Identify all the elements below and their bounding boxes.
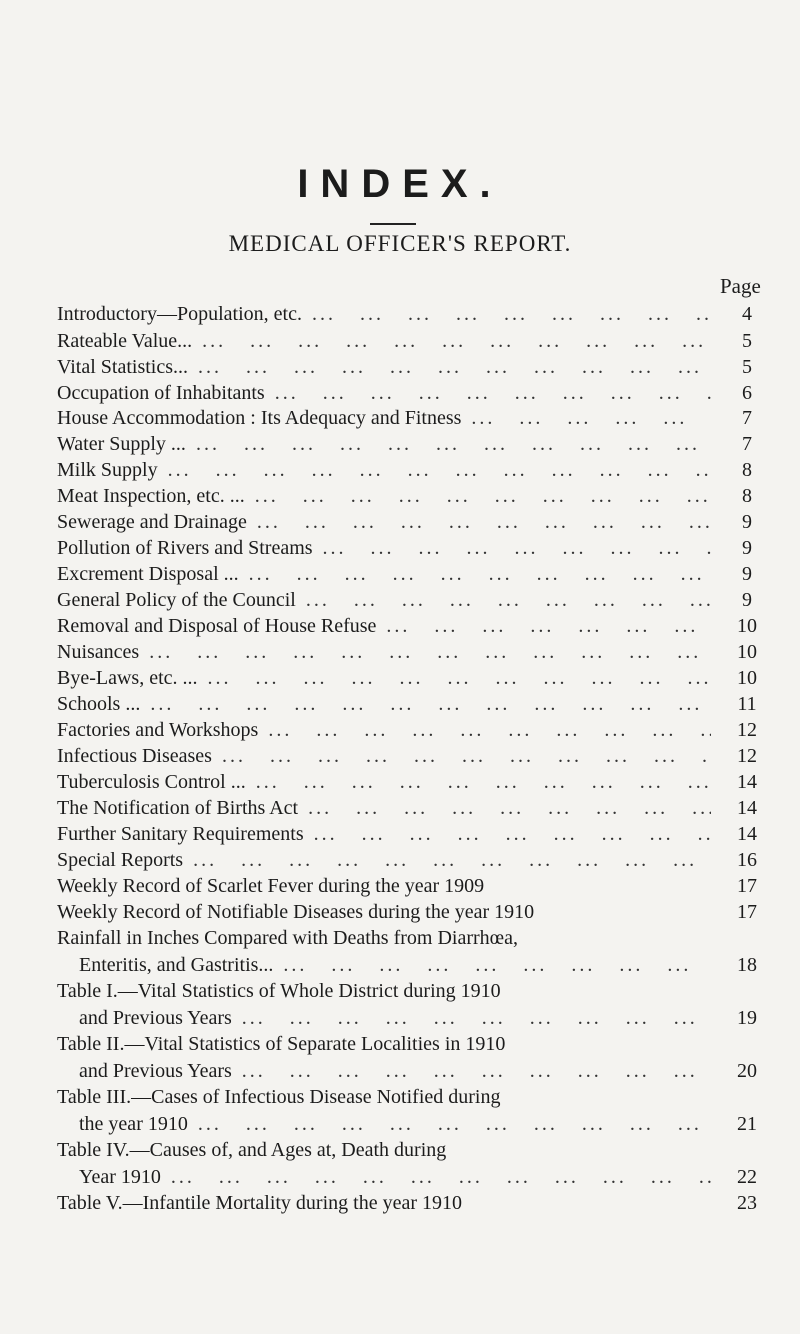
index-entry-title: Removal and Disposal of House Refuse (57, 615, 377, 637)
dot-leaders (471, 405, 711, 432)
index-entry-line (57, 899, 717, 926)
index-entry-line (57, 535, 717, 562)
index-entry-page: 14 (737, 797, 757, 819)
index-entry-line (57, 354, 717, 381)
dot-leaders (242, 1005, 711, 1032)
index-entry-page: 21 (737, 1113, 757, 1135)
index-entry-line (57, 405, 717, 432)
index-entry-line (57, 509, 717, 536)
index-entry (57, 821, 757, 848)
index-entry-title: Table I.—Vital Statistics of Whole District during 1910 (57, 980, 501, 1002)
index-entry (57, 483, 752, 510)
index-entry (57, 639, 757, 666)
index-entry-line (57, 978, 717, 1005)
index-entry-page: 7 (742, 407, 752, 429)
index-entry-line (57, 587, 717, 614)
index-entry-title: Excrement Disposal ... (57, 563, 239, 585)
dot-leaders (171, 1164, 711, 1191)
index-entry-title: General Policy of the Council (57, 589, 296, 611)
page-column-header: Page (720, 274, 761, 298)
index-entry (57, 873, 757, 900)
dot-leaders (268, 717, 711, 744)
index-entry-page: 17 (737, 875, 757, 897)
index-entry-line (57, 952, 717, 979)
dot-leaders (196, 431, 711, 458)
index-entry-line (57, 795, 717, 822)
index-entry-page: 11 (737, 693, 757, 715)
index-entry-line (57, 1111, 717, 1138)
index-entry-line (57, 1190, 717, 1217)
index-entry (57, 457, 752, 484)
index-entry-title: Occupation of Inhabitants (57, 382, 265, 404)
index-entry-line (57, 431, 717, 458)
index-entry (57, 743, 757, 770)
index-entry (57, 587, 752, 614)
index-entry-title: Nuisances (57, 641, 140, 663)
index-entry-title: Table IV.—Causes of, and Ages at, Death during (57, 1139, 447, 1161)
index-entry (57, 847, 757, 874)
dot-leaders (242, 1058, 711, 1085)
index-entry-title: Water Supply ... (57, 433, 186, 455)
index-entry-page: 9 (742, 563, 752, 585)
dot-leaders (312, 301, 711, 328)
dot-leaders (150, 691, 711, 718)
index-entry-line (57, 380, 717, 407)
index-entry (57, 561, 752, 588)
index-entry-title: Introductory—Population, etc. (57, 303, 302, 325)
index-entry-line (57, 1058, 717, 1085)
dot-leaders (323, 535, 711, 562)
index-entry (57, 769, 757, 796)
index-entry-line (57, 1084, 717, 1111)
index-entry-page: 10 (737, 615, 757, 637)
index-entry (57, 613, 757, 640)
index-entry-title: the year 1910 (79, 1113, 188, 1135)
index-entry-line (57, 691, 717, 718)
index-entry (57, 535, 752, 562)
index-entry-page: 23 (737, 1192, 757, 1214)
index-entry-title: Further Sanitary Requirements (57, 823, 304, 845)
index-entry-title: Table V.—Infantile Mortality during the year 1910 (57, 1192, 462, 1214)
index-entry-line (57, 1031, 717, 1058)
index-entry (57, 665, 757, 692)
index-entry-page: 9 (742, 537, 752, 559)
dot-leaders (208, 665, 711, 692)
index-entry (57, 380, 752, 407)
index-entry-title: Bye-Laws, etc. ... (57, 667, 198, 689)
dot-leaders (222, 743, 711, 770)
index-entry-line (57, 743, 717, 770)
index-entry (57, 431, 752, 458)
dot-leaders (257, 509, 711, 536)
index-entry-page: 14 (737, 823, 757, 845)
index-entry-page: 16 (737, 849, 757, 871)
index-entry-line (57, 1164, 717, 1191)
index-entry-page: 18 (737, 954, 757, 976)
index-entry-line (57, 301, 717, 328)
index-entry (57, 795, 757, 822)
dot-leaders (283, 952, 711, 979)
index-entry (57, 509, 752, 536)
index-entry-title: Schools ... (57, 693, 141, 715)
index-entry-title: Milk Supply (57, 459, 158, 481)
dot-leaders (314, 821, 711, 848)
index-entry-line (57, 717, 717, 744)
index-entry-title: Infectious Diseases (57, 745, 212, 767)
index-entry-line (57, 873, 717, 900)
index-entry-page: 10 (737, 641, 757, 663)
index-entry-title: Rateable Value... (57, 330, 193, 352)
page-title: INDEX. (297, 162, 503, 206)
dot-leaders (202, 328, 711, 355)
index-entry-page: 17 (737, 901, 757, 923)
index-entry-line (57, 847, 717, 874)
index-entry-page: 8 (742, 459, 752, 481)
index-entry-title: Tuberculosis Control ... (57, 771, 246, 793)
index-entry-page: 5 (742, 356, 752, 378)
index-entry (57, 925, 757, 979)
index-entry-page: 4 (742, 303, 752, 325)
index-entry-title: Sewerage and Drainage (57, 511, 247, 533)
index-entry-line (57, 1005, 717, 1032)
index-entry-page: 8 (742, 485, 752, 507)
index-entry-title: Factories and Workshops (57, 719, 259, 741)
index-entry-title: Table II.—Vital Statistics of Separate Localities in 1910 (57, 1033, 506, 1055)
index-entry-title: Table III.—Cases of Infectious Disease Notified during (57, 1086, 501, 1108)
index-entry (57, 1031, 757, 1085)
index-entry-page: 9 (742, 589, 752, 611)
index-entry-page: 7 (742, 433, 752, 455)
dot-leaders (255, 483, 711, 510)
index-entry-title: and Previous Years (79, 1060, 232, 1082)
dot-leaders (256, 769, 711, 796)
index-entry-title: Pollution of Rivers and Streams (57, 537, 313, 559)
index-entry-page: 20 (737, 1060, 757, 1082)
index-entry (57, 1190, 757, 1217)
index-entry-page: 5 (742, 330, 752, 352)
index-entry-page: 22 (737, 1166, 757, 1188)
index-entry (57, 1137, 757, 1191)
dot-leaders (198, 1111, 711, 1138)
dot-leaders (168, 457, 711, 484)
index-entry (57, 328, 752, 355)
index-entry-line (57, 769, 717, 796)
index-entry (57, 354, 752, 381)
index-entry-line (57, 457, 717, 484)
index-entry (57, 691, 757, 718)
index-entry-title: Vital Statistics... (57, 356, 189, 378)
index-entry (57, 978, 757, 1032)
index-entry-page: 12 (737, 719, 757, 741)
dot-leaders (386, 613, 711, 640)
index-entry-title: Weekly Record of Scarlet Fever during the year 1909 (57, 875, 485, 897)
index-entry-page: 6 (742, 382, 752, 404)
index-entry-page: 9 (742, 511, 752, 533)
index-entry-title: House Accommodation : Its Adequacy and Fitness (57, 407, 462, 429)
index-entry (57, 717, 757, 744)
index-entry-line (57, 613, 717, 640)
index-entry-page: 14 (737, 771, 757, 793)
index-entry-line (57, 665, 717, 692)
index-entry-line (57, 561, 717, 588)
index-entry-line (57, 821, 717, 848)
index-entry (57, 405, 752, 432)
index-entry-line (57, 1137, 717, 1164)
index-entry-title: and Previous Years (79, 1007, 232, 1029)
index-entry-title: Year 1910 (79, 1166, 161, 1188)
dot-leaders (306, 587, 711, 614)
index-entry-page: 12 (737, 745, 757, 767)
dot-leaders (149, 639, 711, 666)
index-entry (57, 301, 752, 328)
index-entry-title: Meat Inspection, etc. ... (57, 485, 245, 507)
dot-leaders (193, 847, 711, 874)
index-entry-line (57, 483, 717, 510)
dot-leaders (198, 354, 711, 381)
index-entry-line (57, 925, 717, 952)
index-entry-line (57, 328, 717, 355)
dot-leaders (275, 380, 711, 407)
index-entry-page: 19 (737, 1007, 757, 1029)
dot-leaders (249, 561, 711, 588)
index-entry-title: Enteritis, and Gastritis... (79, 954, 274, 976)
index-entry-title: Special Reports (57, 849, 184, 871)
index-entry (57, 899, 757, 926)
index-entry (57, 1084, 757, 1138)
index-entry-line (57, 639, 717, 666)
index-entry-title: The Notification of Births Act (57, 797, 299, 819)
index-entry-page: 10 (737, 667, 757, 689)
report-subtitle: MEDICAL OFFICER'S REPORT. (228, 231, 572, 256)
index-entry-title: Rainfall in Inches Compared with Deaths from Diarrhœa, (57, 927, 518, 949)
dot-leaders (308, 795, 711, 822)
index-entry-title: Weekly Record of Notifiable Diseases during the year 1910 (57, 901, 535, 923)
